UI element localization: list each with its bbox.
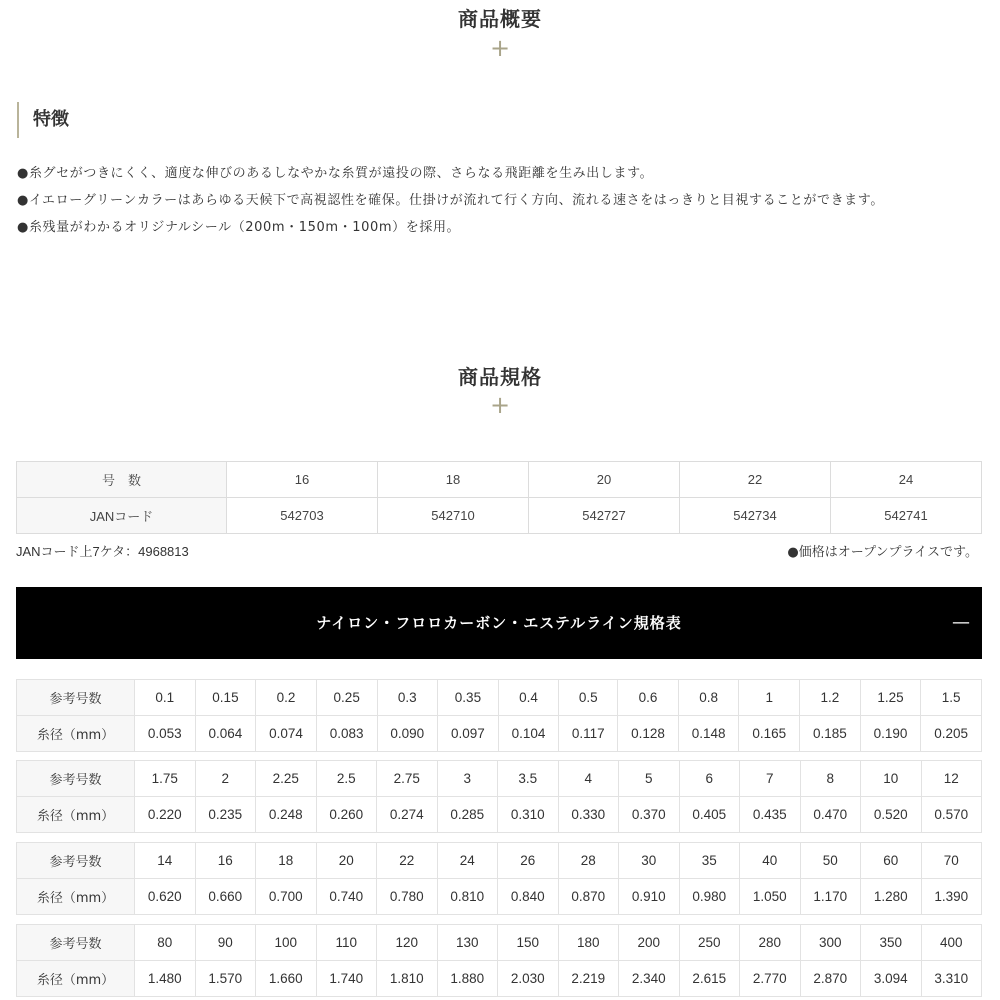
table-row [17, 498, 982, 534]
size-chart-table [16, 760, 982, 833]
feature-item: ●糸残量がわかるオリジナルシール（200m・150m・100m）を採用。 [17, 220, 461, 235]
size-number-cell: 400 [921, 925, 982, 961]
diameter-cell: 1.740 [316, 961, 377, 997]
size-number-cell: 150 [498, 925, 559, 961]
size-cell: 18 [378, 462, 529, 498]
diameter-cell: 0.190 [860, 716, 921, 752]
diameter-cell: 0.470 [800, 797, 861, 833]
diameter-cell: 0.148 [678, 716, 739, 752]
diameter-cell: 0.090 [377, 716, 438, 752]
diameter-cell: 0.274 [377, 797, 438, 833]
diameter-label: 糸径（mm） [17, 716, 135, 752]
size-cell: 24 [831, 462, 982, 498]
size-number-cell: 10 [861, 761, 922, 797]
diameter-cell: 0.330 [558, 797, 619, 833]
size-number-cell: 28 [558, 843, 619, 879]
diameter-cell: 3.094 [861, 961, 922, 997]
size-number-cell: 4 [558, 761, 619, 797]
size-number-cell: 1.75 [135, 761, 196, 797]
spec-chart-accordion[interactable] [16, 587, 982, 659]
feature-item: ●イエローグリーンカラーはあらゆる天候下で高視認性を確保。仕掛けが流れて行く方向、流れる速さをはっきりと目視することができます。 [17, 193, 884, 208]
diameter-cell: 1.280 [861, 879, 922, 915]
diameter-cell: 2.770 [740, 961, 801, 997]
diameter-cell: 0.310 [498, 797, 559, 833]
size-number-cell: 35 [679, 843, 740, 879]
size-number-cell: 90 [195, 925, 256, 961]
size-number-cell: 2 [195, 761, 256, 797]
jan-cell: 542703 [227, 498, 378, 534]
size-cell: 16 [227, 462, 378, 498]
size-number-cell: 0.15 [195, 680, 256, 716]
diameter-label: 糸径（mm） [17, 879, 135, 915]
diameter-cell: 2.030 [498, 961, 559, 997]
number-label: 参考号数 [17, 925, 135, 961]
diameter-cell: 0.185 [800, 716, 861, 752]
diameter-cell: 0.570 [921, 797, 982, 833]
size-number-cell: 0.25 [316, 680, 377, 716]
size-number-cell: 18 [256, 843, 317, 879]
size-number-cell: 20 [316, 843, 377, 879]
size-number-cell: 0.4 [498, 680, 559, 716]
price-note: ●価格はオープンプライスです。 [787, 545, 978, 560]
diameter-cell: 1.170 [800, 879, 861, 915]
diameter-cell: 0.700 [256, 879, 317, 915]
jan-prefix-note: JANコード上7ケタ：4968813 [16, 544, 189, 559]
size-number-cell: 3.5 [498, 761, 559, 797]
size-number-cell: 8 [800, 761, 861, 797]
diameter-cell: 0.405 [679, 797, 740, 833]
size-number-cell: 100 [256, 925, 317, 961]
accordion-title: ナイロン・フロロカーボン・エステルライン規格表 [316, 614, 682, 632]
diameter-cell: 1.570 [195, 961, 256, 997]
size-number-cell: 6 [679, 761, 740, 797]
size-number-cell: 250 [679, 925, 740, 961]
diameter-cell: 0.064 [195, 716, 256, 752]
diameter-cell: 0.740 [316, 879, 377, 915]
size-number-cell: 50 [800, 843, 861, 879]
diameter-cell: 0.097 [438, 716, 499, 752]
diameter-cell: 0.205 [921, 716, 982, 752]
size-number-cell: 2.25 [256, 761, 317, 797]
diameter-cell: 0.980 [679, 879, 740, 915]
size-number-cell: 0.6 [618, 680, 679, 716]
size-number-cell: 1 [739, 680, 800, 716]
size-number-cell: 1.2 [800, 680, 861, 716]
features-heading: 特徴 [17, 102, 69, 138]
diameter-cell: 0.053 [135, 716, 196, 752]
overview-expand-icon[interactable]: + [489, 34, 511, 62]
size-chart-table [16, 924, 982, 997]
size-number-cell: 24 [437, 843, 498, 879]
number-row [17, 761, 982, 797]
size-number-cell: 0.8 [678, 680, 739, 716]
row-label-jan: JANコード [17, 498, 227, 534]
diameter-cell: 0.840 [498, 879, 559, 915]
diameter-cell: 0.074 [256, 716, 317, 752]
size-chart-table [16, 679, 982, 752]
number-row [17, 843, 982, 879]
diameter-cell: 2.219 [558, 961, 619, 997]
size-number-cell: 110 [316, 925, 377, 961]
diameter-cell: 1.390 [921, 879, 982, 915]
diameter-cell: 0.083 [316, 716, 377, 752]
size-number-cell: 5 [619, 761, 680, 797]
specs-expand-icon[interactable]: + [489, 391, 511, 419]
size-number-cell: 120 [377, 925, 438, 961]
feature-item: ●糸グセがつきにくく、適度な伸びのあるしなやかな糸質が遠投の際、さらなる飛距離を生み出します。 [17, 166, 654, 181]
diameter-cell: 2.340 [619, 961, 680, 997]
size-number-cell: 2.75 [377, 761, 438, 797]
size-number-cell: 280 [740, 925, 801, 961]
diameter-cell: 0.780 [377, 879, 438, 915]
diameter-cell: 0.910 [619, 879, 680, 915]
size-number-cell: 0.5 [559, 680, 618, 716]
number-label: 参考号数 [17, 761, 135, 797]
diameter-cell: 0.660 [195, 879, 256, 915]
diameter-cell: 0.117 [559, 716, 618, 752]
size-number-cell: 2.5 [316, 761, 377, 797]
diameter-row [17, 716, 982, 752]
diameter-cell: 0.248 [256, 797, 317, 833]
size-number-cell: 14 [135, 843, 196, 879]
size-number-cell: 30 [619, 843, 680, 879]
size-number-cell: 3 [437, 761, 498, 797]
size-number-cell: 300 [800, 925, 861, 961]
diameter-cell: 0.810 [437, 879, 498, 915]
size-number-cell: 0.1 [135, 680, 196, 716]
diameter-cell: 0.235 [195, 797, 256, 833]
diameter-cell: 0.104 [498, 716, 559, 752]
jan-cell: 542741 [831, 498, 982, 534]
specs-title: 商品規格 [458, 365, 542, 389]
spec-table [16, 461, 982, 534]
size-number-cell: 7 [740, 761, 801, 797]
size-number-cell: 1.5 [921, 680, 982, 716]
diameter-cell: 3.310 [921, 961, 982, 997]
diameter-row [17, 879, 982, 915]
diameter-cell: 1.050 [740, 879, 801, 915]
size-number-cell: 26 [498, 843, 559, 879]
diameter-cell: 0.520 [861, 797, 922, 833]
size-chart-table [16, 842, 982, 915]
diameter-cell: 0.435 [740, 797, 801, 833]
size-number-cell: 40 [740, 843, 801, 879]
diameter-cell: 0.220 [135, 797, 196, 833]
size-number-cell: 200 [619, 925, 680, 961]
diameter-cell: 0.165 [739, 716, 800, 752]
size-cell: 20 [529, 462, 680, 498]
diameter-cell: 2.870 [800, 961, 861, 997]
size-cell: 22 [680, 462, 831, 498]
number-row [17, 680, 982, 716]
size-number-cell: 0.2 [256, 680, 317, 716]
diameter-cell: 0.370 [619, 797, 680, 833]
diameter-cell: 1.660 [256, 961, 317, 997]
diameter-cell: 2.615 [679, 961, 740, 997]
size-number-cell: 70 [921, 843, 982, 879]
size-number-cell: 1.25 [860, 680, 921, 716]
jan-cell: 542734 [680, 498, 831, 534]
feature-list [17, 160, 982, 241]
diameter-cell: 0.620 [135, 879, 196, 915]
overview-title: 商品概要 [458, 7, 542, 31]
diameter-cell: 0.260 [316, 797, 377, 833]
size-number-cell: 22 [377, 843, 438, 879]
row-label-size: 号 数 [17, 462, 227, 498]
size-number-cell: 180 [558, 925, 619, 961]
number-row [17, 925, 982, 961]
table-row [17, 462, 982, 498]
jan-cell: 542710 [378, 498, 529, 534]
size-number-cell: 0.35 [438, 680, 499, 716]
size-number-cell: 350 [861, 925, 922, 961]
diameter-cell: 0.285 [437, 797, 498, 833]
size-number-cell: 12 [921, 761, 982, 797]
size-number-cell: 130 [437, 925, 498, 961]
diameter-row [17, 961, 982, 997]
diameter-cell: 1.880 [437, 961, 498, 997]
size-number-cell: 0.3 [377, 680, 438, 716]
diameter-label: 糸径（mm） [17, 797, 135, 833]
diameter-cell: 1.810 [377, 961, 438, 997]
jan-cell: 542727 [529, 498, 680, 534]
diameter-cell: 0.128 [618, 716, 679, 752]
diameter-label: 糸径（mm） [17, 961, 135, 997]
collapse-icon[interactable]: — [952, 612, 970, 633]
number-label: 参考号数 [17, 843, 135, 879]
number-label: 参考号数 [17, 680, 135, 716]
diameter-cell: 0.870 [558, 879, 619, 915]
size-number-cell: 16 [195, 843, 256, 879]
diameter-cell: 1.480 [135, 961, 196, 997]
size-number-cell: 80 [135, 925, 196, 961]
diameter-row [17, 797, 982, 833]
size-number-cell: 60 [861, 843, 922, 879]
